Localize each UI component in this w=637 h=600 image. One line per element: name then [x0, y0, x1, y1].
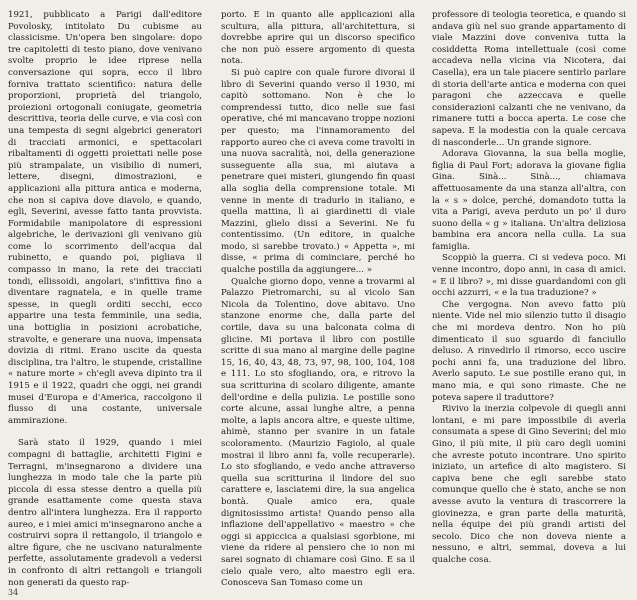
- text-column-1: [8, 10, 202, 589]
- paragraph: Qualche giorno dopo, venne a trovarmi al Palazzo Pietromarchi, su al vicolo San Nicola da Tolentino, dove abitavo. Uno stanzone enorme che, dalla parte del cortile, dava su una balconata colma di glicine. Mi portava il libro con postille scritte di sua mano al margine delle pagine 15, 16, 40, 43, 48, 73, 97, 98, 100, 104, 108 e 111. Lo sto sfogliando, ora, e ritrovo la sua scritturina di scolaro diligente, amante dell'ordine e della pulizia. Le postille sono corte alcune, assai lunghe altre, a penna molte, a lapis ancora altre, e queste ultime, ahimè, stanno per svanire in un fatale scoloramento. (Maurizio Fagiolo, al quale mostrai il libro anni fa, volle recuperarle). Lo sto sfogliando, e vedo anche attraverso quella sua scritturina il lindore del suo carattere e, lasciatemi dire, la sua angelica bontà. Quale amico era, quale dignitosissimo artista! Quando penso alla inflazione dell'appellativo « maestro » che oggi si appiccica a qualsiasi sgorbione, mi viene da ridere al pensiero che io non mi sarei sognato di chiamare così Gino. E sa il cielo quale vero, alto maestro egli era. Conosceva San Tomaso come un: [221, 276, 415, 589]
- paragraph: Scoppiò la guerra. Ci si vedeva poco. Mi venne incontro, dopo anni, in casa di amici. « E il libro? », mi disse guardandomi con gli occhi azzurri, « e la tua traduzione? »: [432, 253, 626, 299]
- paragraph: Che vergogna. Non avevo fatto più niente. Vide nel mio silenzio tutto il disagio che mi mordeva dentro. Non ho più dimenticato il suo sguardo di fanciullo deluso. A rinvedirlo il rimorso, ecco uscire pochi anni fa, una traduzione del libro. Averlo saputo. Le sue postille erano qui, in mano mia, e qui sono rimaste. Che ne poteva sapere il traduttore?: [432, 299, 626, 403]
- paragraph: professore di teologia teoretica, e quando si andava giù nel suo grande appartamento di viale Mazzini dove conveniva tutta la cosiddetta Roma intellettuale (così come accadeva nella vicina via Nicotera, dai Casella), era un tale piacere sentirlo parlare di storia dell'arte antica e moderna con quei paragoni che azzeccava e quelle considerazioni calzanti che ne venivano, da rimanere tutti a bocca aperta. Le cose che sapeva. E la modestia con la quale cercava di nasconderle... Un grande signore.: [432, 10, 626, 148]
- text-column-2: [221, 10, 415, 590]
- paragraph: Si può capire con quale furore divorai il libro di Severini quando verso il 1930, mi capitò sottomano. Non è che lo comprendessi tutto, dico nelle sue fasi operative, ché mi mancavano troppe nozioni per questo; ma l'innamoramento del rapporto aureo che ci aveva come travolti in una nuova sacralità, noi, della generazione susseguente alla sua, mi aiutava a penetrare quei misteri, giungendo fin quasi alla soglia della comprensione totale. Mi venne in mente di tradurlo in italiano, e quella mattina, lì ai giardinetti di viale Mazzini, glielo dissi a Severini. Ne fu contentissimo. (Un editore, in qualche modo, si sarebbe trovato.) « Appetta », mi disse, « prima di cominciare, perché ho qualche postilla da aggiungere... »: [221, 67, 415, 276]
- paragraph: Adorava Giovanna, la sua bella moglie, figlia di Paul Fort; adorava la giovane figlia Gina. Sinà... Sinà..., chiamava affettuosamente da una stanza all'altra, con la « s » dolce, perché, domandoto tutta la vita a Parigi, aveva perduto un po' il duro suono della « g » italiana. Un'altra deliziosa bambina era ancora nella culla. La sua famiglia.: [432, 149, 626, 252]
- paragraph: Sarà stato il 1929, quando i miei compagni di battaglie, architetti Figini e Terragni, m'insegnarono a dividere una lunghezza in modo tale che la parte più piccola di essa stesse dentro a quella più grande esattamente come questa stava dentro all'intera lunghezza. Era il rapporto aureo, e i miei amici m'insegnarono anche a costruirvi sopra il rettangolo, il triangolo e altre figure, che ne uscivano naturalmente perfette, assolutamente gradevoli a vedersi in confronto di altri rettangoli e triangoli non generati da questo rap-: [8, 438, 202, 588]
- paragraph: porto. E in quanto alle applicazioni alla scultura, alla pittura, all'architettura, si dovrebbe aprire qui un discorso specifico che non può essere argomento di questa nota.: [221, 10, 415, 67]
- paragraph: 1921, pubblicato a Parigi dall'editore Povolosky, intitolato Du cubisme au classicisme. Un'opera ben singolare: dopo tre capitoletti di testo piano, dove venivano svolte proprio le idee riprese nella conversazione qui sopra, ecco il libro forniva trattato scientifico: natura delle proporzioni, proprietà del triangolo, proiezioni ortogonali coniugate, geometria descrittiva, teoria delle curve, e via così con una tempesta di segni algebrici generatori di tracciati armonici, e spettacolari ribaltamenti di oggetti proiettati nelle pose più strampalate, un visibilio di numeri, lettere, disegni, dimostrazioni, e applicazioni alla pittura antica e moderna, che non si capiva dove diavolo, e quando, egli, Severini, avesse fatto tanta provvista. Formidabile manipolatore di espressioni algebriche, le derivazioni gli venivano giù come lo scorrimento dell'acqua dal rubinetto, e quando poi, pigliava il compasso in mano, la rete dei tracciati tondi, ellissoidi, angolari, s'infittiva fino a diventare ragnatela, e in quelle trame spesse, in quegli orditi secchi, ecco apparire una testa femminile, una sedia, una bottiglia in posizioni acrobatiche, stravolte, e generare una nuova, impensata dovizia di ritmi. Erano uscite da questa disciplina, tra l'altro, le stupende, cristalline « nature morte » ch'egli aveva dipinto tra il 1915 e il 1922, quadri che oggi, nei grandi musei d'Europa e d'America, raccolgono il flusso di una costante, universale ammirazione.: [8, 10, 202, 426]
- paragraph: Rivivo la inerzia colpevole di quegli anni lontani, e mi pare impossibile di averla consumata a spese di Gino Severini; del mio Gino, il più mite, il più caro degli uomini che avreste potuto incontrare. Uno spirito iniziato, un artefice di alto magistero. Si capiva bene che egli sarebbe stato comunque quello che è stato, anche se non avesse avuto la ventura di trascorrere la giovinezza, e gran parte della maturità, nella équipe dei più grandi artisti del secolo. Dico che non doveva niente a nessuno, e altri, semmai, doveva a lui qualche cosa.: [432, 404, 626, 565]
- text-column-3: [432, 10, 626, 567]
- page-number: 34: [8, 588, 19, 597]
